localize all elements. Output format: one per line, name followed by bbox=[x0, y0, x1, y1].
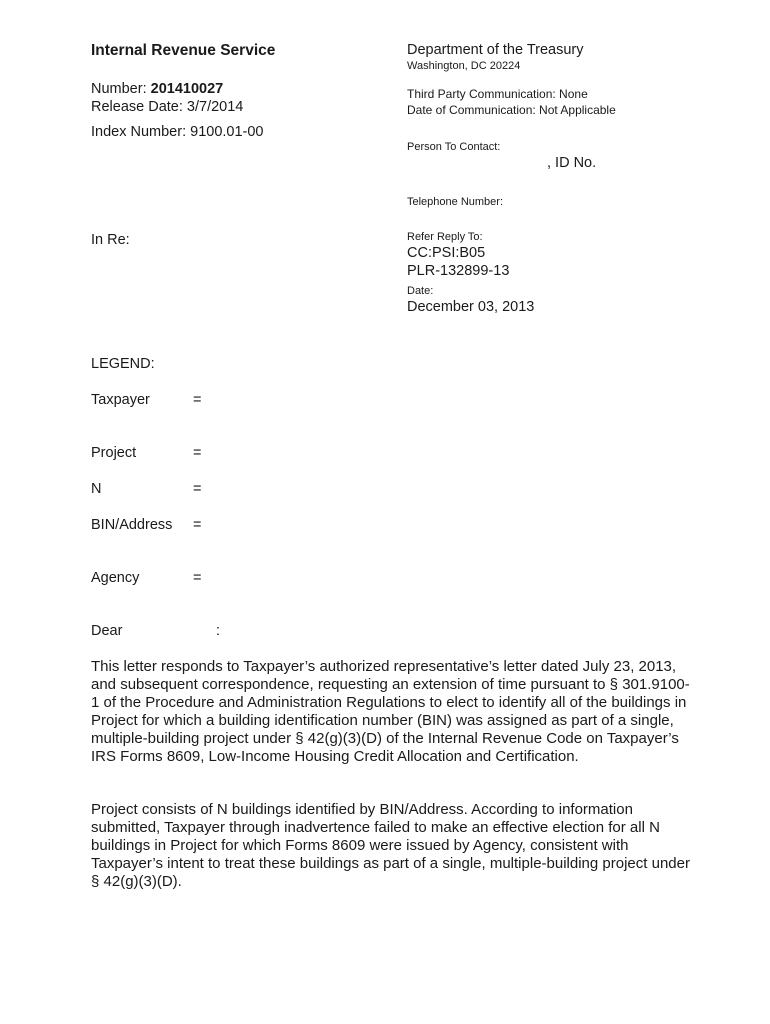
legend-equals: = bbox=[193, 570, 202, 586]
number-value: 201410027 bbox=[150, 81, 224, 97]
letter-date: December 03, 2013 bbox=[407, 299, 535, 315]
legend-term-taxpayer: Taxpayer bbox=[91, 392, 150, 408]
date-of-communication: Date of Communication: Not Applicable bbox=[407, 103, 616, 117]
department-city: Washington, DC 20224 bbox=[407, 60, 521, 72]
date-label: Date: bbox=[407, 285, 434, 297]
legend-equals: = bbox=[193, 481, 202, 497]
legend-term-bin-address: BIN/Address bbox=[91, 517, 173, 533]
legend-title: LEGEND: bbox=[91, 356, 155, 372]
number-label: Number: bbox=[91, 81, 147, 97]
salutation-colon: : bbox=[216, 623, 221, 639]
salutation-dear: Dear bbox=[91, 623, 123, 639]
legend-equals: = bbox=[193, 517, 202, 533]
number-line bbox=[91, 81, 223, 97]
legend-equals: = bbox=[193, 392, 202, 408]
refer-reply-label: Refer Reply To: bbox=[407, 231, 483, 243]
id-number-label: , ID No. bbox=[547, 155, 597, 171]
legend-term-project: Project bbox=[91, 445, 137, 461]
in-re-label: In Re: bbox=[91, 232, 130, 248]
telephone-label: Telephone Number: bbox=[407, 196, 504, 208]
department-name: Department of the Treasury bbox=[407, 42, 584, 58]
person-to-contact-label: Person To Contact: bbox=[407, 141, 501, 153]
plr-number: PLR-132899-13 bbox=[407, 263, 510, 279]
reply-code: CC:PSI:B05 bbox=[407, 245, 486, 261]
body-paragraph-2: Project consists of N buildings identified by BIN/Address. According to information submitted, Taxpayer through inadvertence failed to make an effective election for all N buildings in Project for which Forms 8609 were issued by Agency, consistent with Taxpayer’s intent to treat these buildings as part of a single, multiple-building project under § 42(g)(3)(D). bbox=[91, 801, 690, 890]
release-date: Release Date: 3/7/2014 bbox=[91, 99, 244, 115]
body-paragraph-1: This letter responds to Taxpayer’s authorized representative’s letter dated July 23, 2013, and subsequent correspondence, requesting an extension of time pursuant to § 301.9100-1 of the Procedure and Administration Regulations to elect to identify all of the buildings in Project for which a building identification number (BIN) was assigned as part of a single, multiple-building project under § 42(g)(3)(D) of the Internal Revenue Code on Taxpayer’s IRS Forms 8609, Low-Income Housing Credit Allocation and Certification. bbox=[91, 658, 690, 765]
index-number: Index Number: 9100.01-00 bbox=[91, 124, 264, 140]
legend-equals: = bbox=[193, 445, 202, 461]
agency-name: Internal Revenue Service bbox=[91, 42, 276, 59]
third-party-communication: Third Party Communication: None bbox=[407, 87, 588, 101]
legend-term-n: N bbox=[91, 481, 102, 497]
legend-term-agency: Agency bbox=[91, 570, 140, 586]
